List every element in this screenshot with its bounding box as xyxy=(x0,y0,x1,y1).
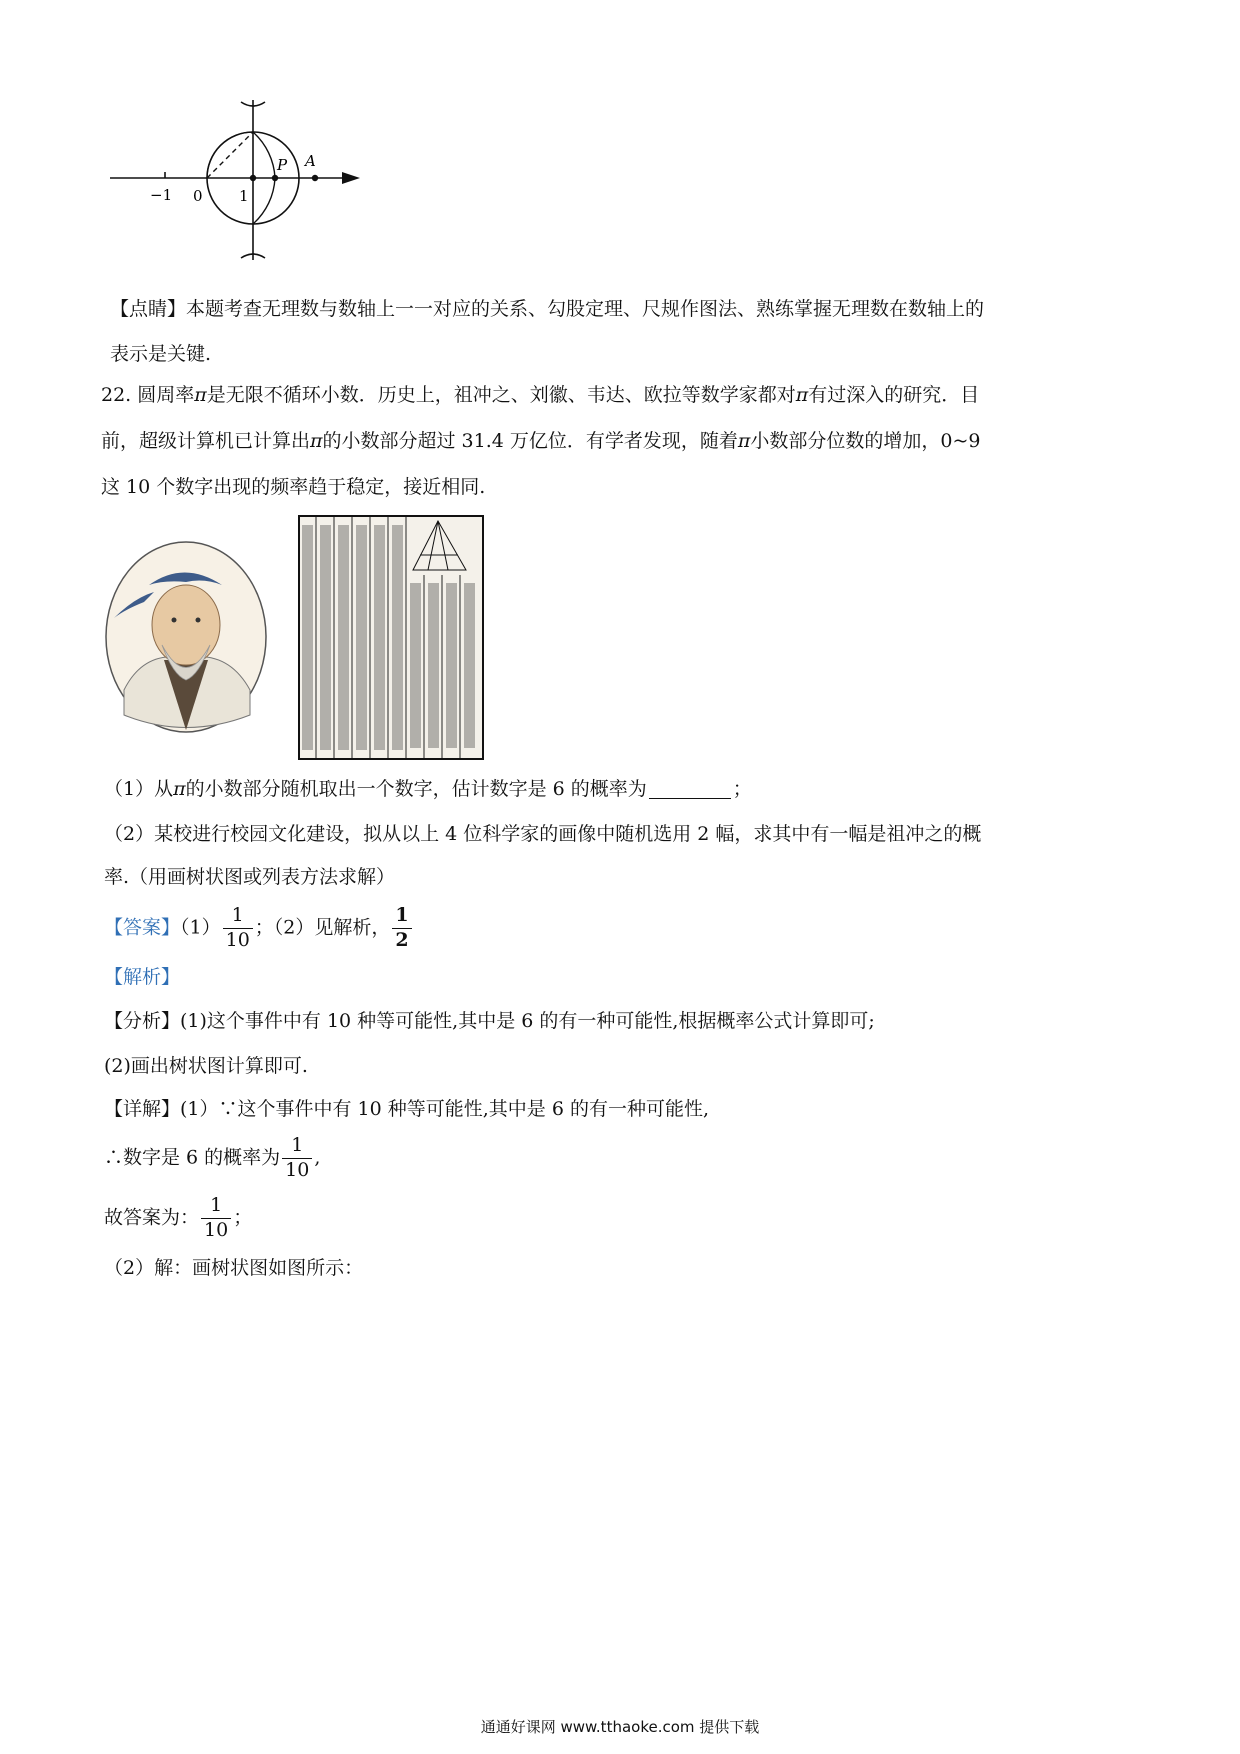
problem-line-1: 22. 圆周率π是无限不循环小数．历史上，祖冲之、刘徽、韦达、欧拉等数学家都对π有过深入的研究．目 xyxy=(101,384,980,406)
pi-symbol: π xyxy=(795,384,809,406)
label-one: 1 xyxy=(239,187,249,205)
problem-line-2: 前，超级计算机已计算出π的小数部分超过 31.4 万亿位．有学者发现，随着π小数部分位数的增加，0~9 xyxy=(101,430,981,452)
problem-line-3: 这 10 个数字出现的频率趋于稳定，接近相同. xyxy=(101,476,486,498)
detail-line-1: 【详解】(1）∵这个事件中有 10 种等可能性,其中是 6 的有一种可能性, xyxy=(104,1098,710,1120)
page-footer: 通通好课网 www.tthaoke.com 提供下载 xyxy=(480,1718,760,1736)
ancient-text-image xyxy=(298,515,484,760)
pi-symbol: π xyxy=(173,778,186,800)
answer-tag: 【答案】 xyxy=(104,916,181,939)
fraction: $\frac{1}{2}$ xyxy=(392,905,411,952)
fraction: $\frac{1}{10}$ xyxy=(223,905,253,952)
label-minus-one: −1 xyxy=(150,186,173,204)
fenxi-line-1: 【分析】(1)这个事件中有 10 种等可能性,其中是 6 的有一种可能性,根据概率公式计算即可; xyxy=(104,1010,875,1032)
note-line-2: 表示是关键. xyxy=(110,343,212,365)
detail-line-3: 故答案为： $\frac{1}{10}$ ； xyxy=(104,1194,253,1241)
number-line-figure xyxy=(105,90,375,270)
fenxi-line-2: (2)画出树状图计算即可. xyxy=(104,1055,308,1077)
question-2-line-2: 率.（用画树状图或列表方法求解） xyxy=(104,866,396,888)
pi-symbol: π xyxy=(737,430,751,452)
answer-line: 【答案】（1） $\frac{1}{10}$ ；（2）见解析， $\frac{1}{2}$ xyxy=(104,905,414,952)
portrait-image xyxy=(104,540,269,735)
problem-number: 22. xyxy=(101,384,132,406)
detail-line-4: （2）解：画树状图如图所示： xyxy=(104,1257,364,1279)
note-lead: 【点睛】 xyxy=(110,298,187,320)
note-line-1 xyxy=(110,300,984,319)
fraction: $\frac{1}{10}$ xyxy=(282,1135,312,1182)
question-1: （1）从π的小数部分随机取出一个数字，估计数字是 6 的概率为 ； xyxy=(104,778,752,800)
pi-symbol: π xyxy=(310,430,323,452)
detail-line-2: ∴数字是 6 的概率为 $\frac{1}{10}$ , xyxy=(104,1134,321,1181)
analysis-tag: 【解析】 xyxy=(104,966,181,988)
label-a: A xyxy=(305,152,316,170)
label-p: P xyxy=(277,156,288,174)
fraction: $\frac{1}{10}$ xyxy=(201,1195,231,1242)
answer-blank[interactable] xyxy=(649,779,731,799)
label-zero: 0 xyxy=(193,187,203,205)
note-text-1: 本题考查无理数与数轴上一一对应的关系、勾股定理、尺规作图法、熟练掌握无理数在数轴上的 xyxy=(186,298,985,320)
pi-symbol: π xyxy=(194,384,207,406)
question-2-line-1: （2）某校进行校园文化建设，拟从以上 4 位科学家的画像中随机选用 2 幅，求其中有一幅是祖冲之的概 xyxy=(104,823,982,845)
